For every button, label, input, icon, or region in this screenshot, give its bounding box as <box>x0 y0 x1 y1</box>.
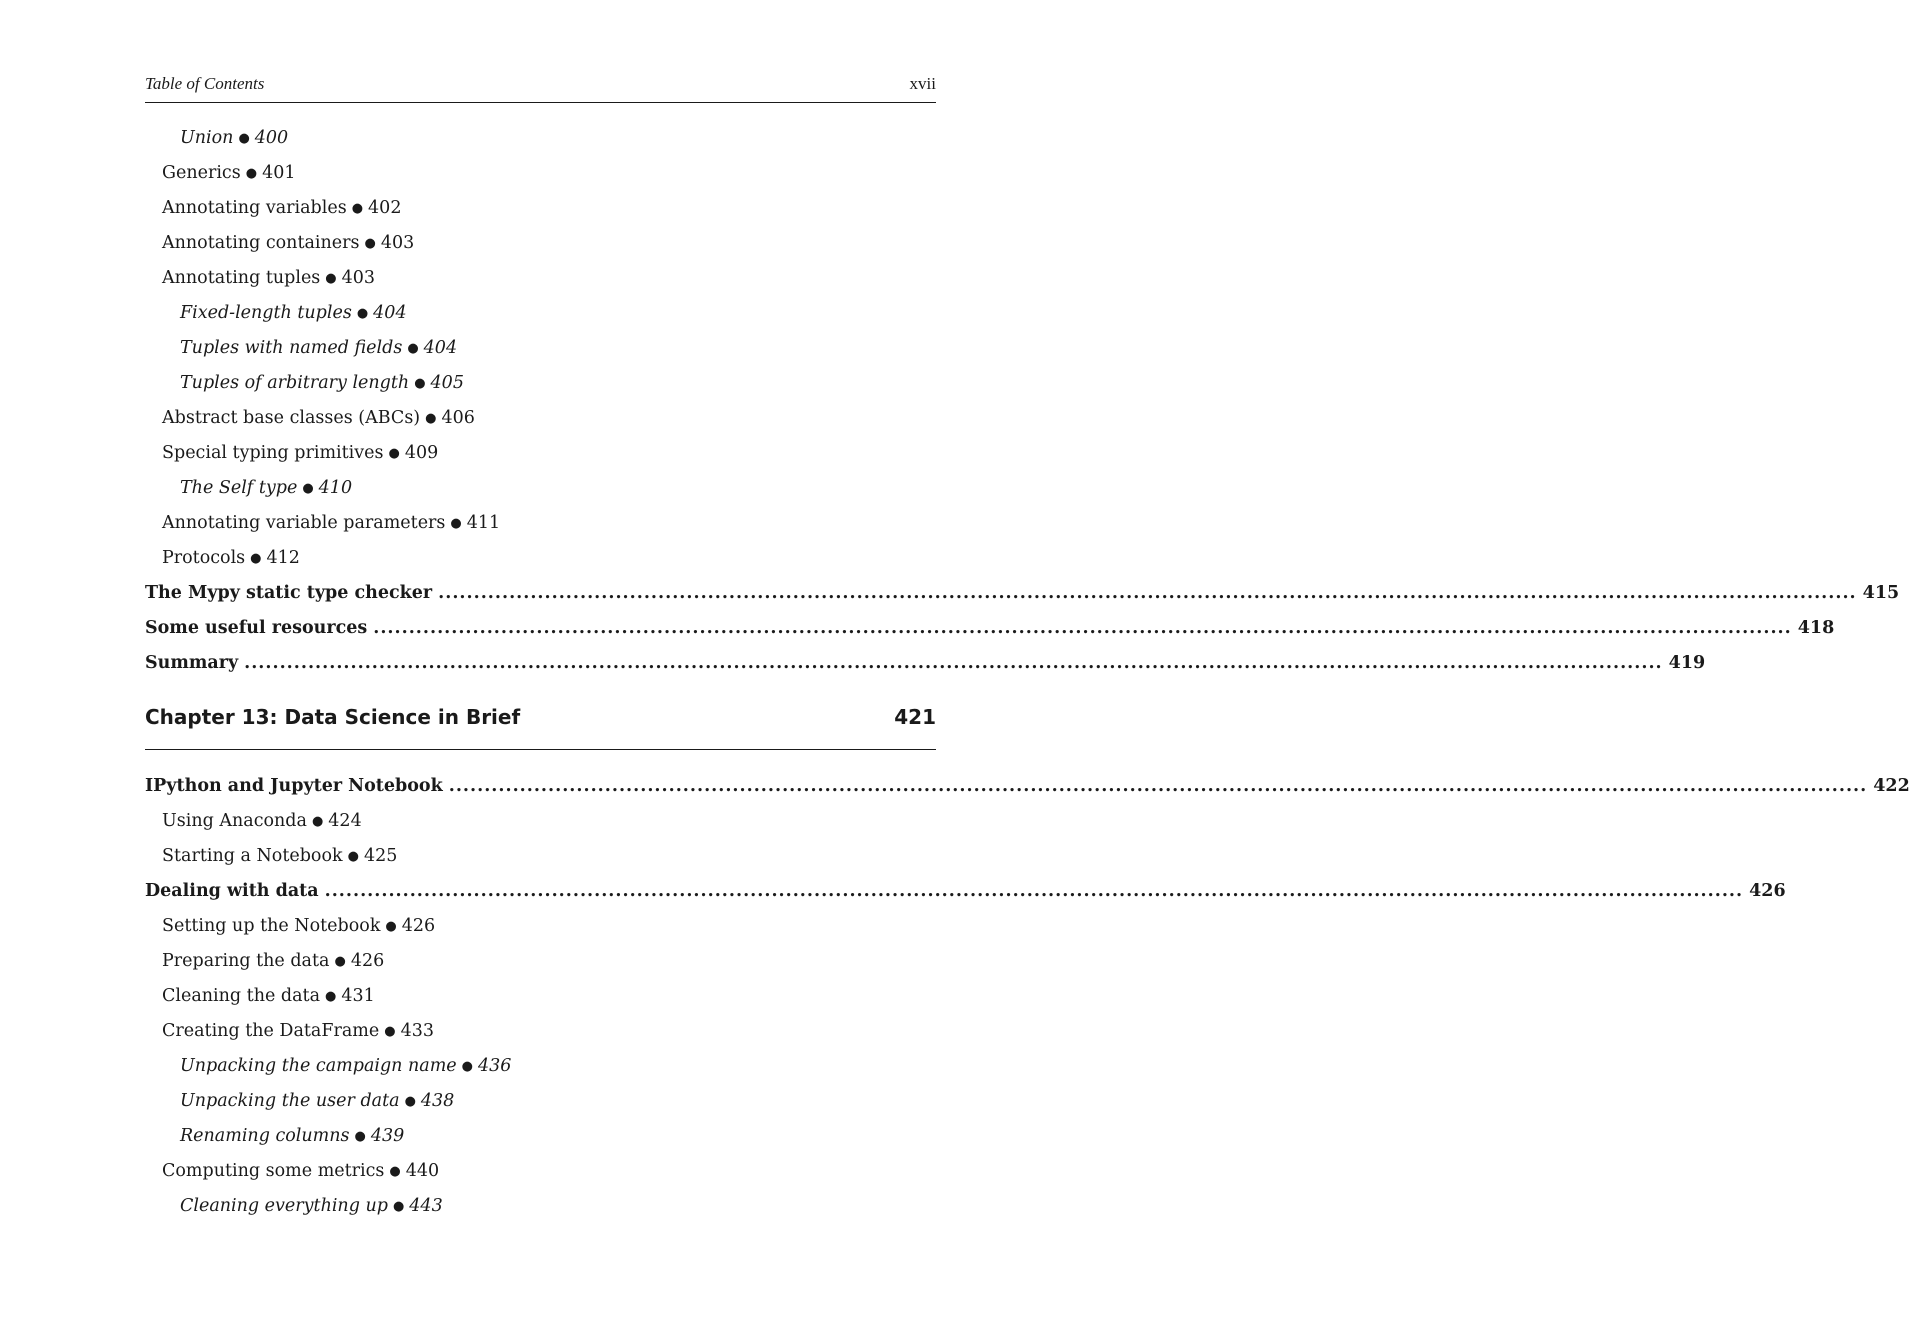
bullet-separator: ● <box>425 411 437 426</box>
bullet-separator: ● <box>392 1199 405 1214</box>
entry-page: 436 <box>478 1056 512 1076</box>
bullet-separator: ● <box>356 306 369 321</box>
table-of-contents <box>145 121 1910 1224</box>
entry-title: Union <box>180 128 234 148</box>
entry-page: 410 <box>318 478 353 498</box>
entry-page: 415 <box>1862 583 1900 603</box>
bullet-separator: ● <box>414 376 426 391</box>
entry-page: 401 <box>262 163 296 183</box>
toc-subsection-entry <box>145 261 936 296</box>
entry-title: Abstract base classes (ABCs) <box>162 408 421 428</box>
toc-section-entry <box>145 874 1786 909</box>
toc-subsection-entry <box>145 506 936 541</box>
entry-title: Preparing the data <box>162 951 330 971</box>
entry-title: Some useful resources <box>145 618 368 638</box>
entry-page: 431 <box>341 986 375 1006</box>
entry-title: Dealing with data <box>145 881 319 901</box>
book-page <box>145 0 1910 1332</box>
toc-subsection-entry <box>145 156 936 191</box>
bullet-separator: ● <box>250 551 262 566</box>
toc-section-entry <box>145 576 1900 611</box>
dot-leader: ........................................................................................................................................................................................................ <box>448 776 1868 796</box>
entry-title: Unpacking the user data <box>180 1091 400 1111</box>
toc-list-chapter-13 <box>145 769 1910 1224</box>
chapter-heading-bar <box>145 681 936 750</box>
toc-subsection-entry <box>145 839 936 874</box>
bullet-separator: ● <box>364 236 376 251</box>
toc-section-entry <box>145 769 1910 804</box>
entry-title: Annotating tuples <box>162 268 321 288</box>
entry-title: Summary <box>145 653 239 673</box>
dot-leader: ........................................................................................................................................................................................................ <box>244 653 1663 673</box>
toc-subsection-entry <box>145 401 936 436</box>
entry-title: Unpacking the campaign name <box>180 1056 457 1076</box>
chapter-heading <box>145 681 936 769</box>
entry-page: 403 <box>341 268 376 288</box>
entry-title: The Self type <box>180 478 298 498</box>
toc-subsection-entry <box>145 191 936 226</box>
bullet-separator: ● <box>384 1024 396 1039</box>
entry-page: 426 <box>401 916 436 936</box>
page-number: xvii <box>909 74 936 93</box>
entry-page: 412 <box>266 548 300 568</box>
section-title: Table of Contents <box>145 74 265 93</box>
entry-title: Computing some metrics <box>162 1161 385 1181</box>
dot-leader: ........................................................................................................................................................................................................ <box>373 618 1792 638</box>
entry-page: 439 <box>370 1126 405 1146</box>
toc-subsubsection-entry <box>145 1084 936 1119</box>
entry-page: 426 <box>350 951 385 971</box>
dot-leader: ........................................................................................................................................................................................................ <box>324 881 1744 901</box>
bullet-separator: ● <box>302 481 314 496</box>
chapter-title: Chapter 13: Data Science in Brief <box>145 705 521 729</box>
entry-title: Cleaning the data <box>162 986 321 1006</box>
entry-title: IPython and Jupyter Notebook <box>145 776 443 796</box>
entry-title: Renaming columns <box>180 1126 350 1146</box>
bullet-separator: ● <box>404 1094 416 1109</box>
entry-title: Tuples of arbitrary length <box>180 373 410 393</box>
bullet-separator: ● <box>450 516 462 531</box>
entry-page: 422 <box>1873 776 1910 796</box>
bullet-separator: ● <box>461 1059 474 1074</box>
entry-title: Starting a Notebook <box>162 846 343 866</box>
entry-page: 419 <box>1668 653 1706 673</box>
bullet-separator: ● <box>238 131 250 146</box>
bullet-separator: ● <box>311 814 324 829</box>
entry-page: 425 <box>363 846 398 866</box>
entry-title: Setting up the Notebook <box>162 916 381 936</box>
entry-page: 433 <box>400 1021 435 1041</box>
toc-subsection-entry <box>145 541 936 576</box>
entry-title: Generics <box>162 163 241 183</box>
entry-title: Annotating variable parameters <box>162 513 446 533</box>
toc-subsection-entry <box>145 944 936 979</box>
toc-subsubsection-entry <box>145 471 936 506</box>
bullet-separator: ● <box>388 446 400 461</box>
toc-subsection-entry <box>145 436 936 471</box>
toc-subsection-entry <box>145 1014 936 1049</box>
entry-page: 400 <box>254 128 289 148</box>
entry-page: 411 <box>466 513 501 533</box>
entry-title: The Mypy static type checker <box>145 583 433 603</box>
entry-title: Special typing primitives <box>162 443 384 463</box>
bullet-separator: ● <box>389 1164 401 1179</box>
chapter-page: 421 <box>894 705 936 729</box>
bullet-separator: ● <box>351 201 364 216</box>
toc-subsubsection-entry <box>145 296 936 331</box>
toc-subsubsection-entry <box>145 1189 936 1224</box>
toc-subsubsection-entry <box>145 1049 936 1084</box>
toc-subsubsection-entry <box>145 331 936 366</box>
entry-page: 409 <box>404 443 439 463</box>
bullet-separator: ● <box>334 954 346 969</box>
toc-subsection-entry <box>145 979 936 1014</box>
toc-subsection-entry <box>145 226 936 261</box>
bullet-separator: ● <box>325 271 337 286</box>
toc-subsection-entry <box>145 804 936 839</box>
entry-page: 418 <box>1797 618 1835 638</box>
entry-page: 405 <box>430 373 464 393</box>
entry-title: Fixed-length tuples <box>180 303 352 323</box>
toc-subsubsection-entry <box>145 366 936 401</box>
entry-title: Annotating containers <box>162 233 360 253</box>
running-header <box>145 72 936 103</box>
entry-page: 426 <box>1749 881 1786 901</box>
entry-page: 438 <box>420 1091 455 1111</box>
bullet-separator: ● <box>325 989 337 1004</box>
bullet-separator: ● <box>354 1129 366 1144</box>
toc-subsection-entry <box>145 909 936 944</box>
bullet-separator: ● <box>385 919 397 934</box>
dot-leader: ........................................................................................................................................................................................................ <box>438 583 1857 603</box>
entry-page: 424 <box>328 811 362 831</box>
entry-page: 404 <box>373 303 407 323</box>
toc-list-chapter-12 <box>145 121 1900 681</box>
bullet-separator: ● <box>407 341 419 356</box>
bullet-separator: ● <box>245 166 258 181</box>
entry-page: 440 <box>405 1161 440 1181</box>
entry-title: Cleaning everything up <box>180 1196 388 1216</box>
entry-page: 403 <box>380 233 415 253</box>
entry-page: 443 <box>409 1196 443 1216</box>
entry-title: Using Anaconda <box>162 811 307 831</box>
toc-section-entry <box>145 611 1835 646</box>
entry-title: Annotating variables <box>162 198 347 218</box>
bullet-separator: ● <box>347 849 359 864</box>
toc-subsubsection-entry <box>145 1119 936 1154</box>
entry-title: Creating the DataFrame <box>162 1021 380 1041</box>
toc-subsubsection-entry <box>145 121 936 156</box>
entry-title: Tuples with named fields <box>180 338 403 358</box>
entry-page: 404 <box>423 338 458 358</box>
toc-section-entry <box>145 646 1706 681</box>
toc-subsection-entry <box>145 1154 936 1189</box>
entry-page: 406 <box>441 408 475 428</box>
entry-title: Protocols <box>162 548 246 568</box>
entry-page: 402 <box>368 198 402 218</box>
